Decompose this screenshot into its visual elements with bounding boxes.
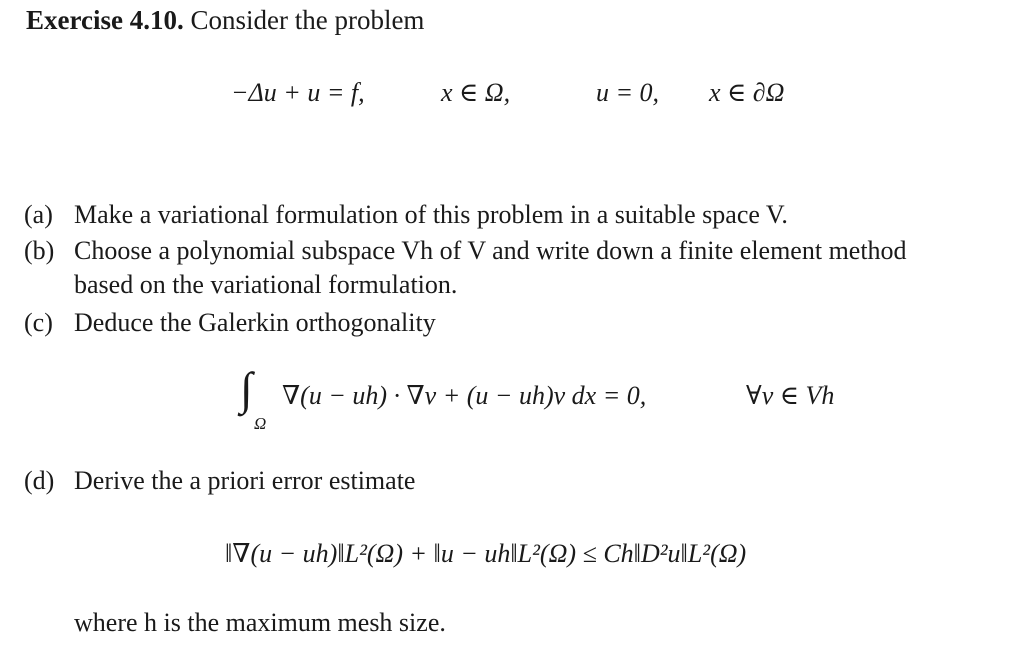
galerkin-quantifier: ∀v ∈ Vh bbox=[746, 381, 835, 410]
error-estimate: ‖∇(u − uh)‖L²(Ω) + ‖u − uh‖L²(Ω) ≤ Ch‖D²u‖L²(Ω) bbox=[225, 539, 747, 568]
item-a bbox=[24, 198, 1014, 232]
exercise-heading bbox=[26, 4, 424, 36]
item-b-label: (b) bbox=[24, 236, 55, 265]
integral-sign: ∫ bbox=[240, 363, 253, 414]
problem-domain: x ∈ Ω, bbox=[441, 78, 511, 107]
item-c bbox=[24, 306, 1014, 340]
closing-text: where h is the maximum mesh size. bbox=[74, 608, 446, 637]
item-d-label: (d) bbox=[24, 466, 55, 495]
item-c-text: Deduce the Galerkin orthogonality bbox=[74, 308, 436, 337]
integral-domain: Ω bbox=[254, 414, 267, 433]
item-a-text: Make a variational formulation of this problem in a suitable space V. bbox=[74, 200, 788, 229]
exercise-intro: Consider the problem bbox=[190, 5, 425, 35]
exercise-label: Exercise 4.10. bbox=[26, 5, 184, 35]
problem-boundary: x ∈ ∂Ω bbox=[709, 78, 785, 107]
problem-pde: −Δu + u = f, bbox=[231, 78, 365, 107]
item-b-text-line2: based on the variational formulation. bbox=[74, 270, 458, 299]
item-c-label: (c) bbox=[24, 308, 53, 337]
item-d bbox=[24, 464, 1014, 498]
item-b-text-line1: Choose a polynomial subspace Vh of V and write down a finite element method bbox=[74, 236, 907, 265]
item-d-text: Derive the a priori error estimate bbox=[74, 466, 416, 495]
item-b bbox=[24, 234, 1019, 304]
problem-bc: u = 0, bbox=[596, 78, 660, 107]
galerkin-body: ∇(u − uh) · ∇v + (u − uh)v dx = 0, bbox=[282, 381, 647, 410]
item-a-label: (a) bbox=[24, 200, 53, 229]
